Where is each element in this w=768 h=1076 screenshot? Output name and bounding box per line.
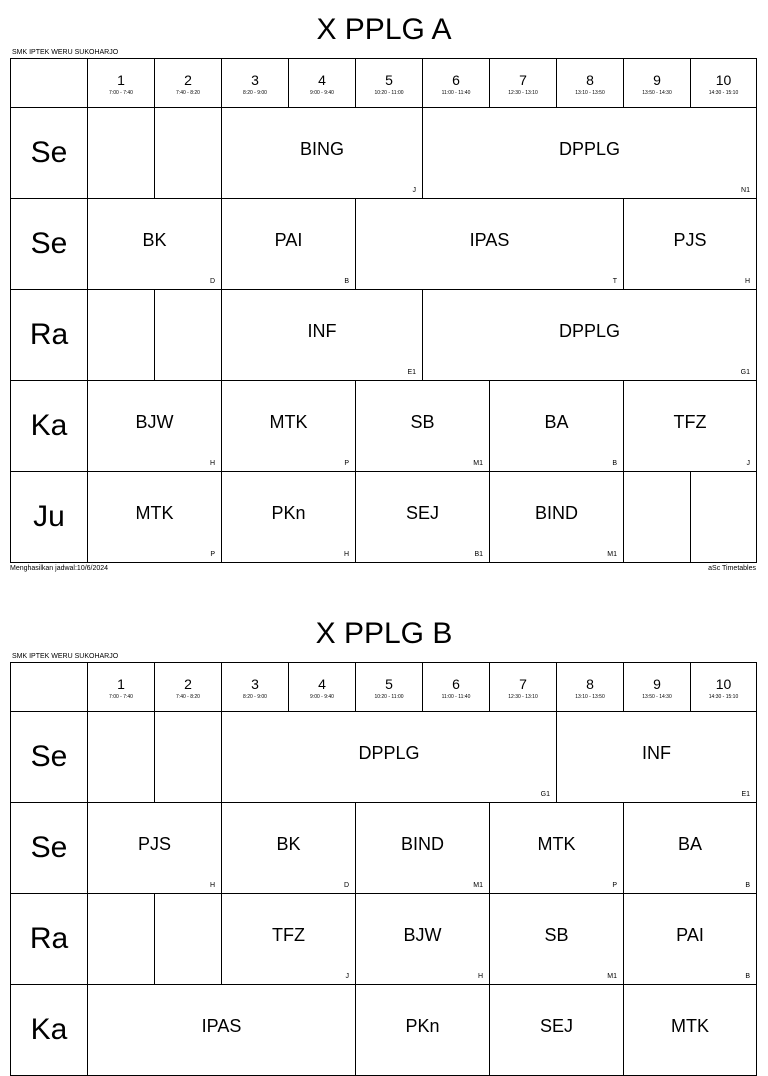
subject-code: BA [544,411,569,432]
lesson-cell [356,985,490,1076]
room-code: B [344,278,349,285]
period-number: 10 [715,71,732,88]
room-code: T [612,278,617,285]
empty-slot [88,894,155,985]
empty-slot [155,712,222,803]
period-number: 6 [452,675,460,692]
room-code: D [343,882,349,889]
period-number: 4 [318,675,326,692]
day-row [11,472,757,563]
room-code: P [344,460,349,467]
lesson-cell [423,290,757,381]
period-header [289,59,356,108]
room-code: H [209,460,215,467]
period-header [490,663,557,712]
subject-code: SEJ [405,502,439,523]
lesson-cell [423,108,757,199]
period-header-row [11,59,757,108]
subject-code: IPAS [469,229,510,250]
lesson-cell [222,472,356,563]
room-code: E1 [407,369,416,376]
room-code: E1 [741,791,750,798]
period-header [222,59,289,108]
subject-code: PKn [405,1015,440,1036]
period-number: 2 [184,675,192,692]
lesson-cell [88,803,222,894]
lesson-cell [88,985,356,1076]
period-time: 9:00 - 9:40 [310,89,334,96]
period-time: 7:40 - 8:20 [176,89,200,96]
period-number: 5 [385,71,393,88]
room-code: H [209,882,215,889]
period-time: 11:00 - 11:40 [441,89,471,96]
corner-cell [11,59,88,108]
period-time: 8:20 - 9:00 [243,89,267,96]
day-row [11,199,757,290]
day-name: Ka [11,985,88,1076]
subject-code: DPPLG [358,742,420,763]
day-name: Ra [11,894,88,985]
day-row [11,894,757,985]
subject-code: BK [276,833,301,854]
room-code: H [477,973,483,980]
lesson-cell [624,894,757,985]
subject-code: SB [410,411,435,432]
period-header [289,663,356,712]
room-code: B [612,460,617,467]
room-code: B [745,882,750,889]
subject-code: BIND [400,833,444,854]
lesson-cell [356,894,490,985]
room-code: J [345,973,349,980]
lesson-cell [88,381,222,472]
lesson-cell [222,803,356,894]
room-code: G1 [540,791,550,798]
room-code: M1 [607,973,617,980]
period-header [356,663,423,712]
period-number: 6 [452,71,460,88]
period-number: 7 [519,675,527,692]
lesson-cell [490,894,624,985]
subject-code: INF [307,320,337,341]
subject-code: PJS [137,833,171,854]
room-code: P [210,551,215,558]
lesson-cell [356,199,624,290]
period-time: 13:10 - 13:50 [575,89,605,96]
lesson-cell [222,712,557,803]
subject-code: MTK [269,411,308,432]
period-time: 14:30 - 15:10 [708,693,739,700]
empty-slot [88,108,155,199]
period-number: 1 [117,675,125,692]
lesson-cell [490,985,624,1076]
period-time: 12:30 - 13:10 [508,89,538,96]
period-header [356,59,423,108]
period-number: 8 [586,71,594,88]
timetable-title: X PPLG B [315,617,453,650]
period-time: 14:30 - 15:10 [708,89,739,96]
empty-slot [88,712,155,803]
day-name: Se [11,199,88,290]
period-number: 7 [519,71,527,88]
subject-code: INF [642,742,671,763]
period-header [155,59,222,108]
period-number: 3 [251,71,259,88]
day-name: Se [11,803,88,894]
period-number: 10 [715,675,732,692]
subject-code: PAI [274,229,303,250]
room-code: M1 [473,460,483,467]
subject-code: PJS [673,229,707,250]
lesson-cell [88,199,222,290]
period-header [624,663,691,712]
lesson-cell [624,985,757,1076]
period-header [423,663,490,712]
period-time: 10:20 - 11:00 [374,89,404,96]
subject-code: PAI [676,924,704,945]
lesson-cell [624,381,757,472]
day-row [11,381,757,472]
period-time: 11:00 - 11:40 [441,693,471,700]
lesson-cell [490,381,624,472]
lesson-cell [356,381,490,472]
period-time: 7:00 - 7:40 [109,89,133,96]
day-name: Ka [11,381,88,472]
timetable-grid [10,58,757,563]
room-code: P [612,882,617,889]
room-code: B [745,973,750,980]
room-code: B1 [474,551,483,558]
lesson-cell [222,894,356,985]
period-header [490,59,557,108]
lesson-cell [222,199,356,290]
period-number: 4 [318,71,326,88]
period-header [423,59,490,108]
period-time: 12:30 - 13:10 [508,693,538,700]
lesson-cell [88,472,222,563]
period-number: 3 [251,675,259,692]
day-name: Ra [11,290,88,381]
period-header [88,663,155,712]
period-number: 5 [385,675,393,692]
lesson-cell [356,803,490,894]
period-number: 8 [586,675,594,692]
period-header [691,663,757,712]
day-name: Se [11,108,88,199]
period-time: 13:50 - 14:30 [642,693,672,700]
period-time: 13:10 - 13:50 [575,693,605,700]
room-code: J [412,187,416,194]
period-header [624,59,691,108]
lesson-cell [624,199,757,290]
period-time: 13:50 - 14:30 [642,89,672,96]
generated-date: Menghasilkan jadwal:10/6/2024 [10,565,109,572]
room-code: G1 [740,369,750,376]
empty-slot [624,472,691,563]
lesson-cell [222,108,423,199]
period-header [557,59,624,108]
lesson-cell [557,712,757,803]
period-number: 9 [653,675,661,692]
timetable-title: X PPLG A [316,13,452,46]
timetable-grid [10,662,757,1076]
subject-code: BING [299,138,344,159]
room-code: H [744,278,750,285]
lesson-cell [490,803,624,894]
subject-code: BJW [403,924,442,945]
empty-slot [155,108,222,199]
room-code: J [746,460,750,467]
period-header [88,59,155,108]
period-header-row [11,663,757,712]
lesson-cell [356,472,490,563]
period-time: 8:20 - 9:00 [243,693,267,700]
day-name: Ju [11,472,88,563]
lesson-cell [624,803,757,894]
room-code: N1 [741,187,750,194]
subject-code: MTK [135,502,174,523]
day-name: Se [11,712,88,803]
lesson-cell [490,472,624,563]
subject-code: BK [142,229,167,250]
day-row [11,985,757,1076]
period-time: 7:40 - 8:20 [176,693,200,700]
period-header [222,663,289,712]
day-row [11,290,757,381]
software-credit: aSc Timetables [708,565,756,572]
period-header [691,59,757,108]
day-row [11,803,757,894]
day-row [11,712,757,803]
room-code: H [343,551,349,558]
school-name: SMK IPTEK WERU SUKOHARJO [12,49,119,56]
empty-slot [691,472,757,563]
subject-code: DPPLG [558,138,621,159]
subject-code: SB [544,924,569,945]
period-header [557,663,624,712]
period-time: 9:00 - 9:40 [310,693,334,700]
period-number: 2 [184,71,192,88]
period-number: 1 [117,71,125,88]
empty-slot [155,290,222,381]
room-code: D [209,278,215,285]
subject-code: BJW [135,411,174,432]
subject-code: IPAS [201,1015,242,1036]
subject-code: BA [677,833,702,854]
lesson-cell [222,290,423,381]
school-name: SMK IPTEK WERU SUKOHARJO [12,653,119,660]
room-code: M1 [607,551,617,558]
room-code: M1 [473,882,483,889]
empty-slot [88,290,155,381]
subject-code: MTK [671,1015,709,1036]
lesson-cell [222,381,356,472]
period-time: 7:00 - 7:40 [109,693,133,700]
period-header [155,663,222,712]
subject-code: BIND [534,502,578,523]
empty-slot [155,894,222,985]
subject-code: SEJ [539,1015,573,1036]
corner-cell [11,663,88,712]
subject-code: MTK [537,833,576,854]
period-number: 9 [653,71,661,88]
period-time: 10:20 - 11:00 [374,693,404,700]
day-row [11,108,757,199]
subject-code: DPPLG [558,320,621,341]
subject-code: TFZ [272,924,305,945]
subject-code: TFZ [673,411,707,432]
subject-code: PKn [271,502,306,523]
